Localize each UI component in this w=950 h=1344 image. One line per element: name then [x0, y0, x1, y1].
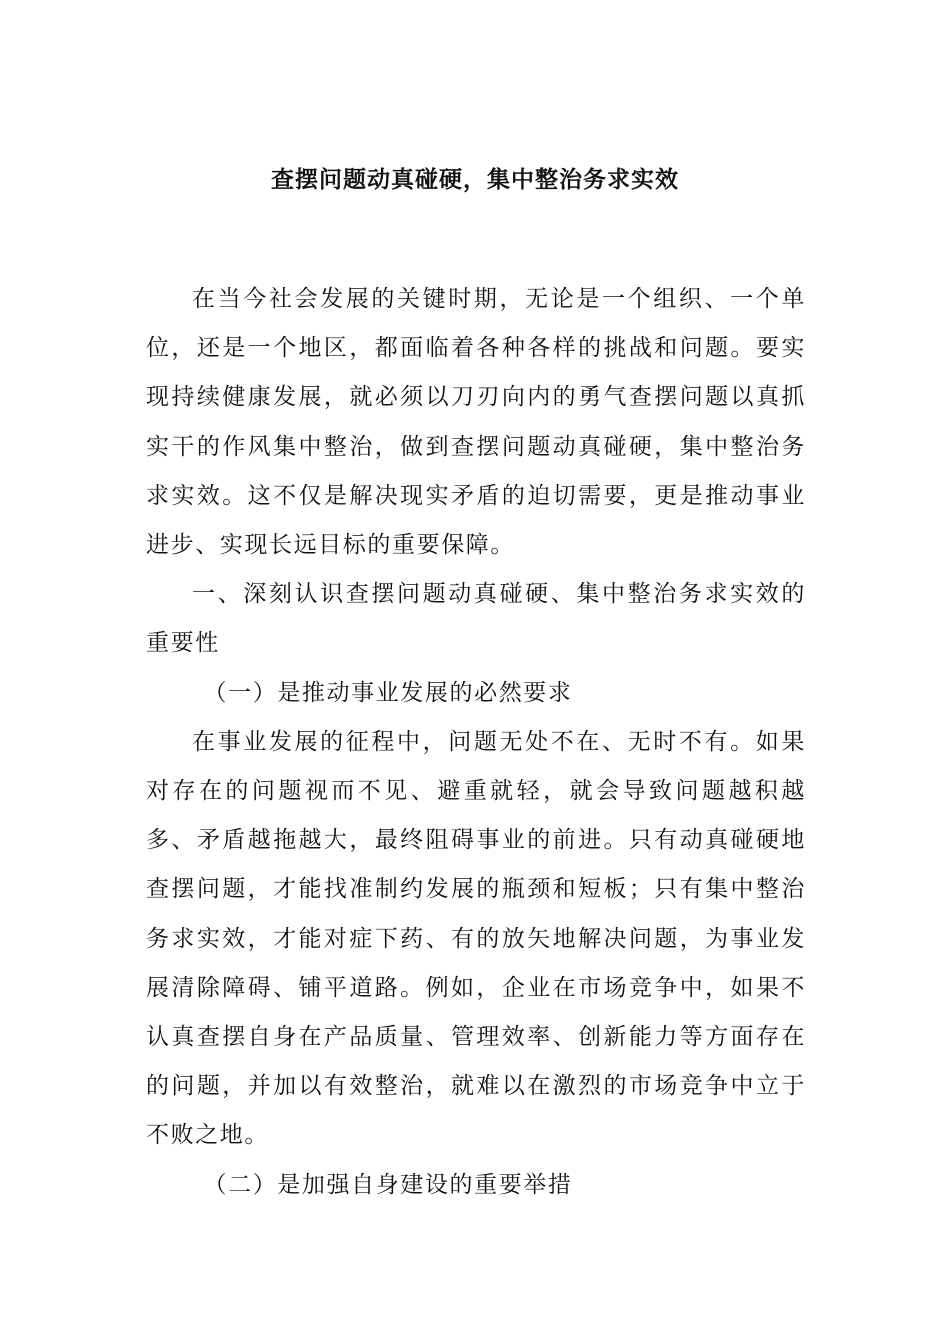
subsection-heading-1: （一）是推动事业发展的必然要求 [203, 679, 573, 706]
section-heading-1: 一、深刻认识查摆问题动真碰硬、集中整治务求实效的重要性 [146, 581, 806, 657]
document-title: 查摆问题动真碰硬，集中整治务求实效 [271, 166, 679, 193]
document-body [146, 275, 806, 1210]
subsection-heading-2: （二）是加强自身建设的重要举措 [203, 1171, 573, 1198]
body-paragraph-1: 在事业发展的征程中，问题无处不在、无时不有。如果对存在的问题视而不见、避重就轻，就会导致问题越积越多、矛盾越拖越大，最终阻碍事业的前进。只有动真碰硬地查摆问题，才能找准制约发展的瓶颈和短板；只有集中整治务求实效，才能对症下药、有的放矢地解决问题，为事业发展清除障碍、铺平道路。例如，企业在市场竞争中，如果不认真查摆自身在产品质量、管理效率、创新能力等方面存在的问题，并加以有效整治，就难以在激烈的市场竞争中立于不败之地。 [146, 728, 806, 1149]
intro-paragraph: 在当今社会发展的关键时期，无论是一个组织、一个单位，还是一个地区，都面临着各种各样的挑战和问题。要实现持续健康发展，就必须以刀刃向内的勇气查摆问题以真抓实干的作风集中整治，做到查摆问题动真碰硬，集中整治务求实效。这不仅是解决现实矛盾的迫切需要，更是推动事业进步、实现长远目标的重要保障。 [146, 286, 806, 559]
